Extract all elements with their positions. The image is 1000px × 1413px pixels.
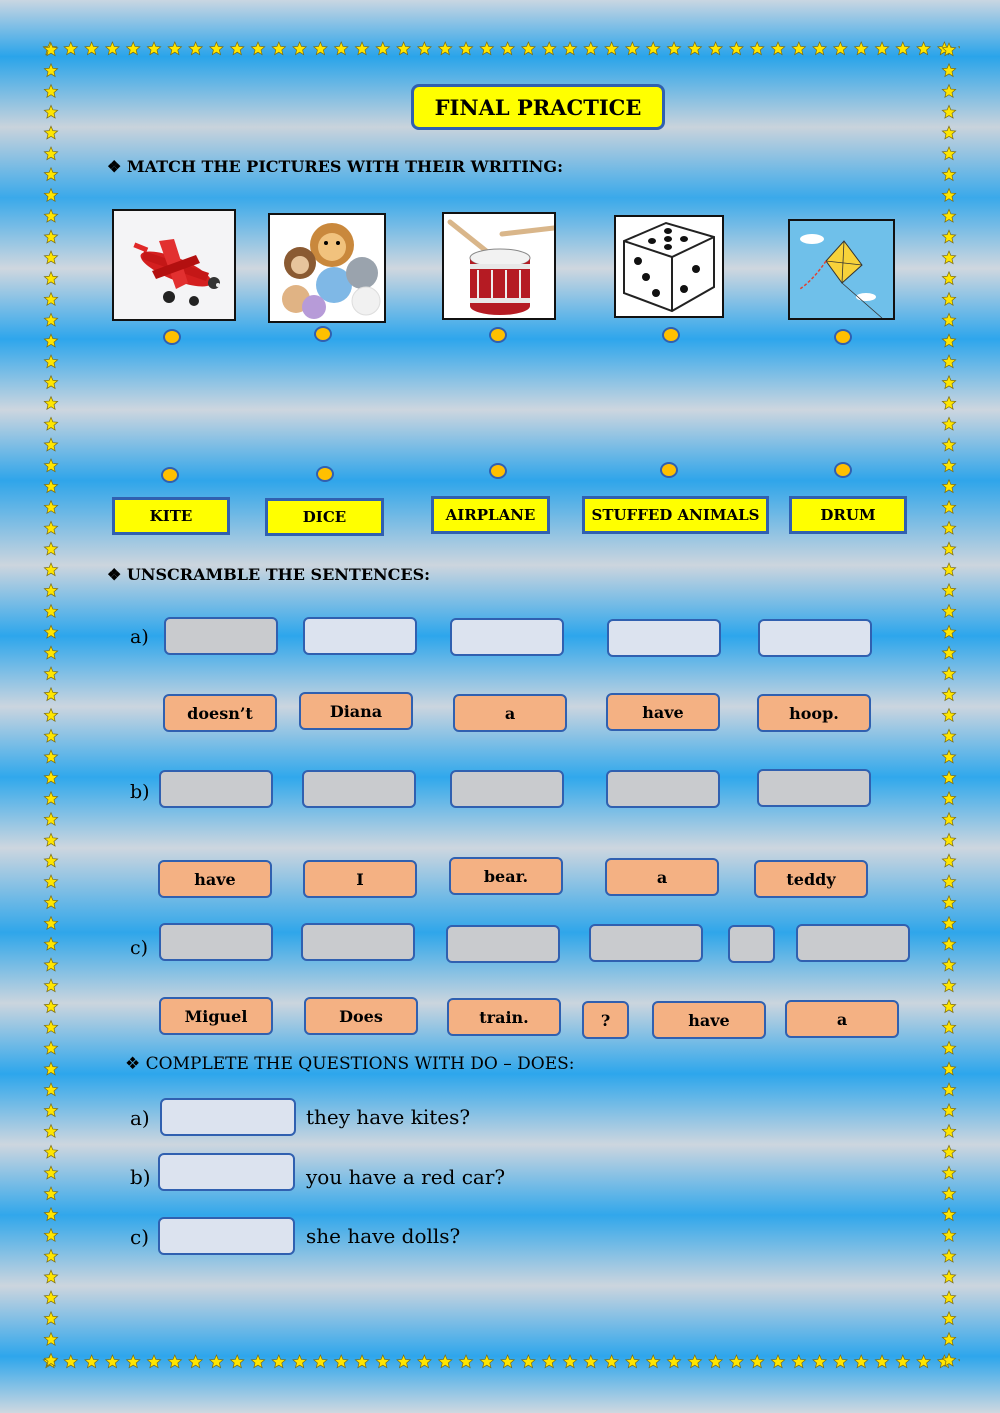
star-icon (44, 584, 57, 597)
star-icon (189, 1355, 202, 1368)
star-icon (501, 1355, 514, 1368)
star-icon (44, 230, 57, 243)
star-border-right (939, 40, 959, 1374)
page-title: FINAL PRACTICE (411, 84, 665, 130)
star-icon (44, 1062, 57, 1075)
star-icon (44, 126, 57, 139)
star-icon (44, 667, 57, 680)
row-label-b: b) (130, 781, 150, 803)
answer-slot-b-5[interactable] (757, 769, 871, 807)
star-icon (605, 1355, 618, 1368)
star-icon (942, 605, 955, 618)
star-icon (730, 42, 743, 55)
star-icon (439, 42, 452, 55)
word-tile-c-3[interactable]: train. (447, 998, 561, 1036)
star-icon (942, 168, 955, 181)
star-icon (942, 105, 955, 118)
star-icon (44, 542, 57, 555)
word-tile-a-4[interactable]: have (606, 693, 720, 731)
star-icon (231, 1355, 244, 1368)
star-icon (942, 792, 955, 805)
star-icon (942, 293, 955, 306)
question-input-a[interactable] (160, 1098, 296, 1136)
star-icon (688, 42, 701, 55)
star-icon (147, 1355, 160, 1368)
star-icon (942, 313, 955, 326)
star-icon (44, 937, 57, 950)
star-icon (834, 1355, 847, 1368)
answer-slot-a-2[interactable] (303, 617, 417, 655)
star-icon (584, 1355, 597, 1368)
star-icon (942, 43, 955, 56)
star-icon (44, 792, 57, 805)
star-icon (942, 1021, 955, 1034)
star-icon (942, 397, 955, 410)
star-icon (44, 833, 57, 846)
star-icon (44, 750, 57, 763)
star-icon (44, 1353, 57, 1366)
star-icon (44, 1291, 57, 1304)
star-icon (376, 1355, 389, 1368)
star-icon (942, 958, 955, 971)
star-icon (355, 42, 368, 55)
bullet-icon: ❖ (107, 157, 122, 176)
star-icon (792, 1355, 805, 1368)
star-icon (942, 126, 955, 139)
word-tile-b-4[interactable]: a (605, 858, 719, 896)
star-icon (942, 1145, 955, 1158)
star-icon (44, 417, 57, 430)
star-icon (942, 1000, 955, 1013)
word-tile-a-1[interactable]: doesn’t (163, 694, 277, 732)
star-icon (942, 729, 955, 742)
star-icon (942, 1187, 955, 1200)
answer-slot-c-1[interactable] (159, 923, 273, 961)
answer-slot-b-3[interactable] (450, 770, 564, 808)
star-icon (231, 42, 244, 55)
label-stuffed-animals[interactable]: STUFFED ANIMALS (582, 496, 769, 534)
star-icon (942, 584, 955, 597)
star-icon (44, 293, 57, 306)
star-icon (418, 42, 431, 55)
star-icon (942, 230, 955, 243)
word-tile-a-3[interactable]: a (453, 694, 567, 732)
stuffed-animals-icon (270, 215, 384, 321)
answer-slot-b-2[interactable] (302, 770, 416, 808)
star-icon (44, 1083, 57, 1096)
star-icon (792, 42, 805, 55)
star-icon (64, 42, 77, 55)
star-icon (335, 42, 348, 55)
star-icon (44, 1145, 57, 1158)
star-icon (44, 813, 57, 826)
picture-stuffed-animals (268, 213, 386, 323)
star-icon (771, 1355, 784, 1368)
star-icon (44, 1041, 57, 1054)
star-icon (272, 42, 285, 55)
star-icon (44, 168, 57, 181)
section-heading-unscramble-text: UNSCRAMBLE THE SENTENCES: (126, 565, 431, 584)
answer-slot-c-4[interactable] (589, 924, 703, 962)
section-heading-unscramble (107, 565, 430, 584)
answer-slot-a-4[interactable] (607, 619, 721, 657)
star-icon (168, 42, 181, 55)
star-icon (44, 625, 57, 638)
star-icon (85, 42, 98, 55)
star-icon (942, 667, 955, 680)
star-icon (44, 521, 57, 534)
star-icon (543, 1355, 556, 1368)
answer-slot-a-1[interactable] (164, 617, 278, 655)
star-icon (942, 417, 955, 430)
star-icon (44, 147, 57, 160)
star-icon (942, 1229, 955, 1242)
match-dot-picture-5[interactable] (834, 329, 852, 345)
star-icon (942, 64, 955, 77)
star-icon (563, 42, 576, 55)
star-icon (942, 85, 955, 98)
star-icon (942, 1041, 955, 1054)
star-icon (44, 355, 57, 368)
match-dot-label-5[interactable] (834, 462, 852, 478)
word-tile-a-5[interactable]: hoop. (757, 694, 871, 732)
star-icon (875, 42, 888, 55)
match-dot-label-2[interactable] (316, 466, 334, 482)
star-icon (942, 480, 955, 493)
star-icon (314, 1355, 327, 1368)
word-tile-b-2[interactable]: I (303, 860, 417, 898)
star-border-top (40, 39, 960, 59)
star-icon (44, 438, 57, 451)
star-icon (942, 1333, 955, 1346)
word-tile-b-5[interactable]: teddy (754, 860, 868, 898)
star-icon (942, 459, 955, 472)
star-icon (942, 1125, 955, 1138)
star-icon (376, 42, 389, 55)
star-icon (44, 1312, 57, 1325)
match-dot-label-1[interactable] (161, 467, 179, 483)
star-icon (480, 42, 493, 55)
star-icon (44, 480, 57, 493)
star-icon (942, 688, 955, 701)
word-tile-c-2[interactable]: Does (304, 997, 418, 1035)
star-icon (44, 1104, 57, 1117)
word-tile-c-4[interactable]: ? (582, 1001, 629, 1039)
bullet-icon: ❖ (125, 1054, 141, 1074)
question-label-b: b) (130, 1165, 151, 1189)
star-icon (44, 397, 57, 410)
star-icon (44, 854, 57, 867)
star-icon (813, 1355, 826, 1368)
airplane-icon (114, 211, 234, 319)
star-icon (522, 1355, 535, 1368)
star-icon (44, 729, 57, 742)
star-icon (942, 542, 955, 555)
star-icon (942, 521, 955, 534)
star-icon (44, 563, 57, 576)
answer-slot-c-3[interactable] (446, 925, 560, 963)
label-drum[interactable]: DRUM (789, 496, 907, 534)
question-input-c[interactable] (158, 1217, 295, 1255)
star-icon (942, 875, 955, 888)
star-icon (44, 1000, 57, 1013)
star-icon (44, 1021, 57, 1034)
star-icon (44, 1187, 57, 1200)
bullet-icon: ❖ (107, 565, 122, 584)
star-icon (44, 189, 57, 202)
answer-slot-a-5[interactable] (758, 619, 872, 657)
star-icon (314, 42, 327, 55)
star-icon (942, 625, 955, 638)
match-dot-label-4[interactable] (660, 462, 678, 478)
star-icon (917, 42, 930, 55)
star-icon (44, 313, 57, 326)
star-icon (44, 896, 57, 909)
star-icon (667, 42, 680, 55)
star-icon (44, 605, 57, 618)
row-label-a: a) (130, 626, 149, 648)
star-icon (397, 42, 410, 55)
section-heading-match-text: MATCH THE PICTURES WITH THEIR WRITING: (126, 157, 563, 176)
answer-slot-b-4[interactable] (606, 770, 720, 808)
star-icon (44, 209, 57, 222)
star-icon (942, 937, 955, 950)
drum-icon (444, 214, 554, 318)
star-icon (942, 251, 955, 264)
star-icon (942, 209, 955, 222)
star-icon (44, 917, 57, 930)
star-icon (189, 42, 202, 55)
star-icon (44, 85, 57, 98)
star-icon (942, 501, 955, 514)
star-icon (44, 376, 57, 389)
star-icon (942, 147, 955, 160)
star-icon (44, 1270, 57, 1283)
star-icon (709, 1355, 722, 1368)
star-icon (942, 813, 955, 826)
match-dot-label-3[interactable] (489, 463, 507, 479)
star-icon (896, 1355, 909, 1368)
star-icon (64, 1355, 77, 1368)
match-dot-picture-1[interactable] (163, 329, 181, 345)
star-icon (942, 709, 955, 722)
star-icon (272, 1355, 285, 1368)
star-icon (942, 1166, 955, 1179)
star-icon (942, 1062, 955, 1075)
answer-slot-a-3[interactable] (450, 618, 564, 656)
star-icon (44, 334, 57, 347)
word-tile-c-5[interactable]: have (652, 1001, 766, 1039)
star-icon (584, 42, 597, 55)
section-heading-complete-text: COMPLETE THE QUESTIONS WITH DO – DOES: (145, 1054, 575, 1074)
answer-slot-b-1[interactable] (159, 770, 273, 808)
star-icon (605, 42, 618, 55)
star-icon (335, 1355, 348, 1368)
star-icon (667, 1355, 680, 1368)
section-heading-complete (125, 1054, 575, 1074)
star-icon (771, 42, 784, 55)
star-icon (44, 1333, 57, 1346)
star-icon (942, 355, 955, 368)
star-icon (813, 42, 826, 55)
star-icon (397, 1355, 410, 1368)
star-icon (942, 563, 955, 576)
star-icon (44, 272, 57, 285)
star-icon (459, 42, 472, 55)
star-icon (44, 1125, 57, 1138)
star-icon (751, 42, 764, 55)
kite-icon (790, 221, 893, 318)
star-icon (855, 1355, 868, 1368)
star-icon (44, 459, 57, 472)
answer-slot-c-6[interactable] (796, 924, 910, 962)
star-icon (251, 1355, 264, 1368)
star-icon (942, 272, 955, 285)
question-text-c: she have dolls? (306, 1224, 461, 1248)
star-icon (709, 42, 722, 55)
star-icon (44, 709, 57, 722)
star-icon (730, 1355, 743, 1368)
picture-kite (788, 219, 895, 320)
star-icon (834, 42, 847, 55)
star-icon (293, 42, 306, 55)
star-icon (44, 979, 57, 992)
section-heading-match (107, 157, 563, 176)
star-icon (210, 42, 223, 55)
star-icon (44, 43, 57, 56)
star-icon (626, 42, 639, 55)
star-icon (44, 64, 57, 77)
label-kite[interactable]: KITE (112, 497, 230, 535)
match-dot-picture-2[interactable] (314, 326, 332, 342)
question-label-a: a) (130, 1106, 150, 1130)
star-icon (44, 688, 57, 701)
star-icon (439, 1355, 452, 1368)
word-tile-a-2[interactable]: Diana (299, 692, 413, 730)
star-icon (480, 1355, 493, 1368)
star-border-bottom (40, 1352, 960, 1372)
picture-airplane (112, 209, 236, 321)
star-icon (942, 1312, 955, 1325)
match-dot-picture-3[interactable] (489, 327, 507, 343)
star-icon (44, 1229, 57, 1242)
star-icon (44, 1166, 57, 1179)
star-icon (942, 979, 955, 992)
star-icon (127, 42, 140, 55)
star-icon (942, 189, 955, 202)
star-icon (44, 646, 57, 659)
question-text-a: they have kites? (306, 1105, 471, 1129)
star-icon (106, 1355, 119, 1368)
star-icon (168, 1355, 181, 1368)
star-icon (459, 1355, 472, 1368)
question-label-c: c) (130, 1225, 150, 1249)
star-icon (942, 771, 955, 784)
star-icon (127, 1355, 140, 1368)
match-dot-picture-4[interactable] (662, 327, 680, 343)
star-icon (942, 854, 955, 867)
star-icon (626, 1355, 639, 1368)
star-icon (44, 105, 57, 118)
word-tile-b-3[interactable]: bear. (449, 857, 563, 895)
star-icon (251, 42, 264, 55)
star-icon (688, 1355, 701, 1368)
star-icon (942, 1104, 955, 1117)
star-icon (942, 334, 955, 347)
star-icon (543, 42, 556, 55)
star-icon (896, 42, 909, 55)
star-icon (942, 646, 955, 659)
star-icon (875, 1355, 888, 1368)
word-tile-c-1[interactable]: Miguel (159, 997, 273, 1035)
star-icon (44, 958, 57, 971)
answer-slot-c-2[interactable] (301, 923, 415, 961)
star-icon (210, 1355, 223, 1368)
star-icon (44, 251, 57, 264)
label-airplane[interactable]: AIRPLANE (431, 496, 550, 534)
star-icon (44, 501, 57, 514)
star-icon (917, 1355, 930, 1368)
star-icon (106, 42, 119, 55)
star-icon (147, 42, 160, 55)
star-icon (44, 771, 57, 784)
star-icon (44, 1249, 57, 1262)
answer-slot-c-5[interactable] (728, 925, 775, 963)
star-icon (647, 1355, 660, 1368)
row-label-c: c) (130, 937, 149, 959)
star-icon (501, 42, 514, 55)
dice-icon (616, 217, 722, 316)
star-icon (942, 376, 955, 389)
star-icon (942, 1270, 955, 1283)
star-icon (942, 833, 955, 846)
star-icon (563, 1355, 576, 1368)
question-text-b: you have a red car? (306, 1165, 506, 1189)
star-icon (355, 1355, 368, 1368)
star-icon (751, 1355, 764, 1368)
star-icon (942, 917, 955, 930)
word-tile-c-6[interactable]: a (785, 1000, 899, 1038)
star-icon (942, 1083, 955, 1096)
star-icon (85, 1355, 98, 1368)
star-border-left (41, 40, 61, 1374)
star-icon (942, 1249, 955, 1262)
star-icon (418, 1355, 431, 1368)
picture-drum (442, 212, 556, 320)
label-dice[interactable]: DICE (265, 498, 384, 536)
star-icon (522, 42, 535, 55)
star-icon (855, 42, 868, 55)
star-icon (942, 750, 955, 763)
word-tile-b-1[interactable]: have (158, 860, 272, 898)
star-icon (942, 1208, 955, 1221)
question-input-b[interactable] (158, 1153, 295, 1191)
star-icon (44, 875, 57, 888)
star-icon (293, 1355, 306, 1368)
star-icon (942, 896, 955, 909)
star-icon (44, 1208, 57, 1221)
star-icon (942, 438, 955, 451)
star-icon (942, 1291, 955, 1304)
picture-dice (614, 215, 724, 318)
star-icon (647, 42, 660, 55)
star-icon (942, 1353, 955, 1366)
